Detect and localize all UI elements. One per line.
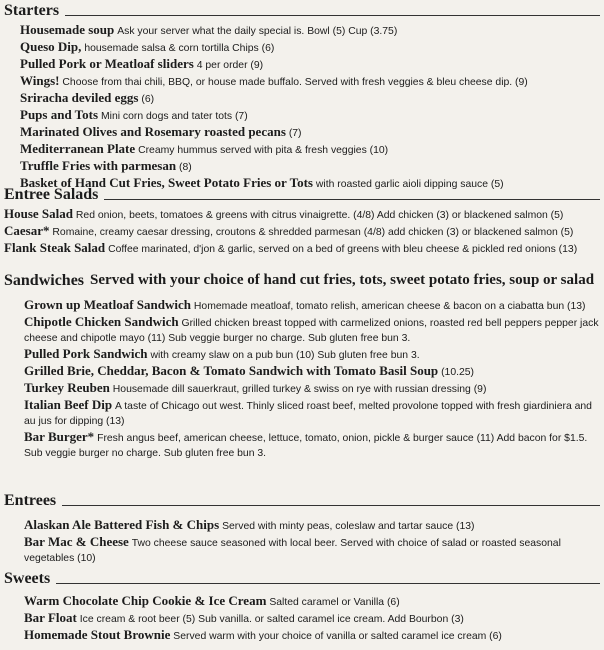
section-starters xyxy=(4,2,600,192)
section-entrees xyxy=(4,492,600,566)
menu-item xyxy=(20,141,600,158)
item-desc: Red onion, beets, tomatoes & greens with citrus vinaigrette. (4/8) Add chicken (3) or blackened salmon (5) xyxy=(75,210,564,221)
menu-item xyxy=(24,517,600,534)
item-desc: Ask your server what the daily special is. Bowl (5) Cup (3.75) xyxy=(117,26,398,37)
section-rule xyxy=(65,15,600,16)
item-desc: Served with minty peas, coleslaw and tartar sauce (13) xyxy=(222,521,475,532)
item-list xyxy=(4,206,600,257)
menu-item xyxy=(20,158,600,175)
item-name: Grilled Brie, Cheddar, Bacon & Tomato Sandwich with Tomato Basil Soup xyxy=(24,363,439,378)
item-name: Italian Beef Dip xyxy=(24,397,113,412)
item-name: Pulled Pork or Meatloaf sliders xyxy=(20,56,194,71)
section-sweets xyxy=(4,570,600,644)
item-desc: Housemade dill sauerkraut, grilled turkey & swiss on rye with russian dressing (9) xyxy=(112,384,487,395)
item-desc: Creamy hummus served with pita & fresh veggies (10) xyxy=(138,145,389,156)
menu-item xyxy=(20,90,600,107)
menu-item xyxy=(4,240,600,257)
item-desc: (6) xyxy=(141,94,155,105)
item-list xyxy=(4,517,600,566)
section-title: Entrees xyxy=(4,492,57,509)
section-title: Entree Salads xyxy=(4,186,99,203)
menu-item xyxy=(24,593,600,610)
item-name: Queso Dip, xyxy=(20,39,82,54)
item-list xyxy=(4,593,600,644)
menu-item xyxy=(4,223,600,240)
menu-item xyxy=(24,610,600,627)
item-desc: with roasted garlic aioli dipping sauce (5) xyxy=(315,179,504,190)
item-desc: with creamy slaw on a pub bun (10) Sub gluten free bun 3. xyxy=(150,350,420,361)
section-header xyxy=(4,186,600,203)
menu-item xyxy=(20,107,600,124)
item-name: Turkey Reuben xyxy=(24,380,110,395)
item-name: Housemade soup xyxy=(20,22,115,37)
item-name: Bar Mac & Cheese xyxy=(24,534,129,549)
item-desc: Ice cream & root beer (5) Sub vanilla. or salted caramel ice cream. Add Bourbon (3) xyxy=(79,614,464,625)
item-name: Pups and Tots xyxy=(20,107,99,122)
item-desc: A taste of Chicago out west. Thinly sliced roast beef, melted provolone topped with fresh giardiniera and au jus for dipping (13) xyxy=(24,401,592,427)
section-rule xyxy=(62,505,600,506)
section-header xyxy=(4,570,600,587)
menu-item xyxy=(24,380,600,397)
item-desc: (8) xyxy=(179,162,192,173)
menu-item xyxy=(24,627,600,644)
menu-item xyxy=(24,397,600,429)
item-desc: Two cheese sauce seasoned with local beer. Served with choice of salad or roasted seasonal vegetables (10) xyxy=(24,538,561,564)
item-desc: housemade salsa & corn tortilla Chips (6) xyxy=(84,43,275,54)
section-header xyxy=(4,492,600,509)
item-name: House Salad xyxy=(4,206,73,221)
section-sandwiches xyxy=(4,272,600,461)
item-name: Bar Float xyxy=(24,610,77,625)
section-title: Sweets xyxy=(4,570,51,587)
item-desc: Romaine, creamy caesar dressing, croutons & shredded parmesan (4/8) add chicken (3) or blackened salmon (5) xyxy=(52,227,574,238)
item-name: Truffle Fries with parmesan xyxy=(20,158,177,173)
menu-item xyxy=(20,124,600,141)
item-name: Sriracha deviled eggs xyxy=(20,90,139,105)
item-name: Basket of Hand Cut Fries, Sweet Potato Fries or Tots xyxy=(20,175,313,190)
section-rule xyxy=(104,199,600,200)
menu-item xyxy=(20,56,600,73)
item-name: Pulled Pork Sandwich xyxy=(24,346,148,361)
section-subtitle: Served with your choice of hand cut fries, tots, sweet potato fries, soup or salad xyxy=(90,272,595,288)
item-name: Wings! xyxy=(20,73,60,88)
item-name: Flank Steak Salad xyxy=(4,240,106,255)
item-name: Homemade Stout Brownie xyxy=(24,627,171,642)
section-title: Sandwiches xyxy=(4,272,85,289)
item-name: Caesar* xyxy=(4,223,50,238)
section-header xyxy=(4,2,600,19)
item-name: Grown up Meatloaf Sandwich xyxy=(24,297,191,312)
item-name: Marinated Olives and Rosemary roasted pecans xyxy=(20,124,286,139)
item-list xyxy=(4,22,600,192)
item-desc: Homemade meatloaf, tomato relish, american cheese & bacon on a ciabatta bun (13) xyxy=(193,301,586,312)
item-name: Bar Burger* xyxy=(24,429,95,444)
menu-item xyxy=(24,363,600,380)
menu-item xyxy=(24,534,600,566)
item-desc: Salted caramel or Vanilla (6) xyxy=(269,597,400,608)
item-desc: Grilled chicken breast topped with carmelized onions, roasted red bell peppers pepper jack cheese and chipotle mayo (11) Sub veggie burger no charge. Sub gluten free bun 3. xyxy=(24,318,599,344)
item-desc: Fresh angus beef, american cheese, lettuce, tomato, onion, pickle & burger sauce (11) Add bacon for $1.5. Sub veggie burger no charge. Sub gluten free bun 3. xyxy=(24,433,588,459)
item-name: Chipotle Chicken Sandwich xyxy=(24,314,179,329)
item-list xyxy=(4,297,600,461)
menu-item xyxy=(4,206,600,223)
section-title: Starters xyxy=(4,2,60,19)
menu-item xyxy=(20,39,600,56)
menu-item xyxy=(24,346,600,363)
item-name: Alaskan Ale Battered Fish & Chips xyxy=(24,517,220,532)
item-desc: Mini corn dogs and tater tots (7) xyxy=(100,111,248,122)
section-entree-salads xyxy=(4,186,600,257)
section-rule xyxy=(56,583,600,584)
item-desc: 4 per order (9) xyxy=(196,60,264,71)
menu-item xyxy=(20,22,600,39)
menu-item xyxy=(24,314,600,346)
menu-item xyxy=(24,429,600,461)
item-name: Mediterranean Plate xyxy=(20,141,136,156)
menu-item xyxy=(20,73,600,90)
item-name: Warm Chocolate Chip Cookie & Ice Cream xyxy=(24,593,267,608)
item-desc: (10.25) xyxy=(441,367,475,378)
item-desc: Coffee marinated, d'jon & garlic, served on a bed of greens with bleu cheese & pickled red onions (13) xyxy=(108,244,578,255)
menu-item xyxy=(24,297,600,314)
section-header xyxy=(4,272,600,289)
item-desc: Served warm with your choice of vanilla or salted caramel ice cream (6) xyxy=(173,631,502,642)
item-desc: (7) xyxy=(288,128,302,139)
item-desc: Choose from thai chili, BBQ, or house made buffalo. Served with fresh veggies & bleu cheese dip. (9) xyxy=(62,77,528,88)
